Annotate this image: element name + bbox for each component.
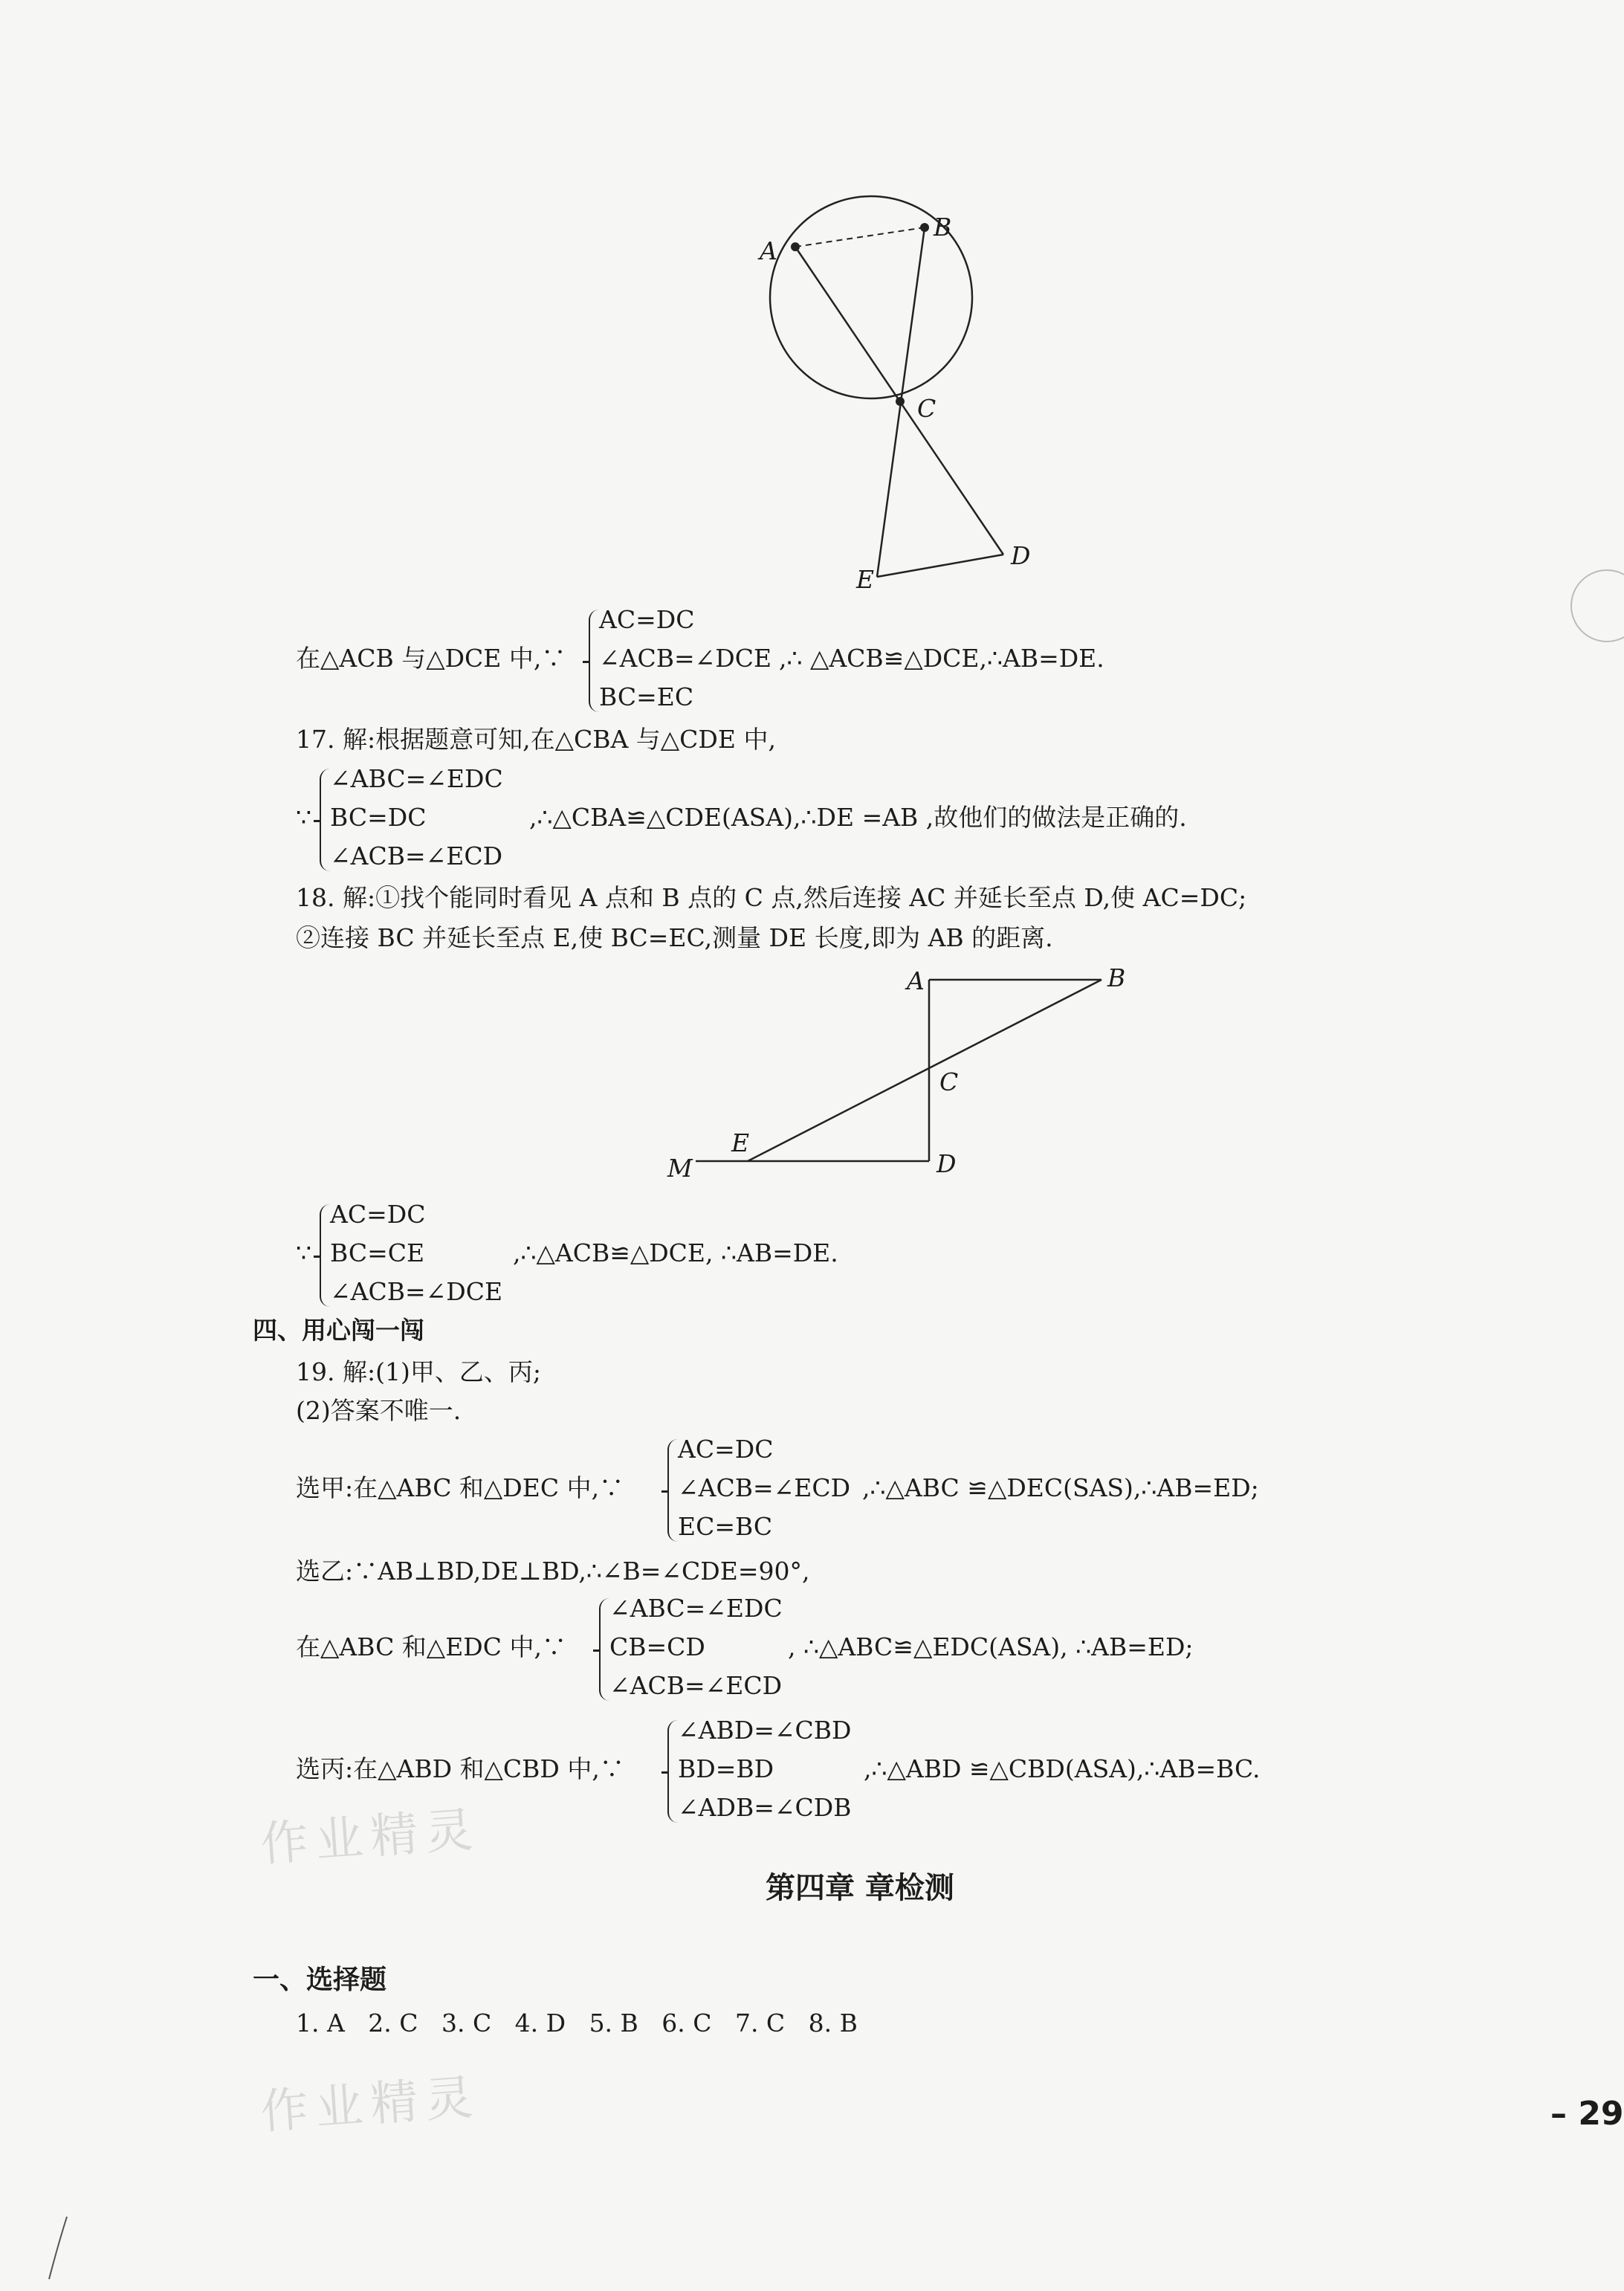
q18-cond-2: BC=CE: [330, 1238, 425, 1267]
q19-bing-cond-2: BD=BD: [678, 1754, 774, 1783]
q19-yi-prefix: 在△ABC 和△EDC 中,∵: [296, 1632, 566, 1661]
block16-cond-3: BC=EC: [599, 682, 694, 711]
q18-line2: ②连接 BC 并延长至点 E,使 BC=EC,测量 DE 长度,即为 AB 的距离.: [296, 923, 1053, 952]
q19-bing-suffix: ,∴△ABD ≌△CBD(ASA),∴AB=BC.: [864, 1754, 1261, 1783]
label-a: A: [760, 236, 777, 265]
q19-jia-prefix: 选甲:在△ABC 和△DEC 中,∵: [296, 1473, 624, 1502]
q18-label-m: M: [667, 1154, 693, 1183]
block16-cond-1: AC=DC: [599, 605, 695, 634]
segment-ab: [795, 227, 925, 247]
block16-prefix: 在△ACB 与△DCE 中,∵: [296, 644, 566, 673]
q19-line2: (2)答案不唯一.: [296, 1396, 462, 1425]
q17-suffix: ,∴△CBA≌△CDE(ASA),∴DE =AB ,故他们的做法是正确的.: [529, 803, 1187, 832]
q19-jia-cond-3: EC=BC: [678, 1512, 773, 1541]
q19-jia-cond-2: ∠ACB=∠ECD: [678, 1473, 851, 1502]
q19-bing-cond-1: ∠ABD=∠CBD: [678, 1716, 852, 1745]
q18-cond-1: AC=DC: [330, 1200, 426, 1229]
point-a: [791, 242, 800, 251]
point-c: [896, 397, 905, 406]
q18-label-c: C: [939, 1067, 959, 1096]
section1-title: 一、选择题: [253, 1965, 387, 1995]
label-d: D: [1011, 541, 1031, 570]
block16-suffix: ,∴ △ACB≌△DCE,∴AB=DE.: [779, 644, 1104, 673]
q17-cond-2: BC=DC: [330, 803, 427, 832]
q19-yi-suffix: , ∴△ABC≌△EDC(ASA), ∴AB=ED;: [788, 1632, 1194, 1661]
figure-circle-diagram: [743, 193, 1055, 595]
q18-label-a: A: [907, 966, 925, 995]
q19-bing-prefix: 选丙:在△ABD 和△CBD 中,∵: [296, 1754, 624, 1783]
page-number: – 29: [1550, 2095, 1624, 2133]
q19-line1: 19. 解:(1)甲、乙、丙;: [296, 1357, 541, 1386]
q18-line1: 18. 解:①找个能同时看见 A 点和 B 点的 C 点,然后连接 AC 并延长至点 D,使 AC=DC;: [296, 883, 1247, 912]
q17-cond-3: ∠ACB=∠ECD: [330, 841, 503, 870]
label-e: E: [856, 565, 875, 594]
edge-stamp: [1568, 565, 1607, 647]
q19-jia-cond-1: AC=DC: [678, 1435, 774, 1464]
q18-cond-3: ∠ACB=∠DCE: [330, 1277, 503, 1306]
label-c: C: [917, 394, 936, 423]
segment-be: [748, 980, 1101, 1161]
q18-suffix: ,∴△ACB≌△DCE, ∴AB=DE.: [513, 1238, 838, 1267]
q17-line1: 17. 解:根据题意可知,在△CBA 与△CDE 中,: [296, 725, 776, 754]
q18-label-e: E: [731, 1128, 750, 1157]
block16-cond-2: ∠ACB=∠DCE: [599, 644, 772, 673]
watermark-2: 作业精灵: [259, 2069, 482, 2141]
section4-title: 四、用心闯一闯: [253, 1316, 424, 1345]
q19-jia-suffix: ,∴△ABC ≌△DEC(SAS),∴AB=ED;: [862, 1473, 1259, 1502]
chapter-title: 第四章 章检测: [766, 1871, 954, 1905]
q17-cond-1: ∠ABC=∠EDC: [330, 764, 503, 793]
section1-answers: 1. A 2. C 3. C 4. D 5. B 6. C 7. C 8. B: [296, 2009, 858, 2038]
pen-stroke: [45, 2215, 74, 2282]
q19-yi-cond-1: ∠ABC=∠EDC: [609, 1594, 783, 1623]
q19-bing-cond-3: ∠ADB=∠CDB: [678, 1793, 852, 1822]
label-b: B: [934, 213, 952, 242]
q19-yi-line: 选乙:∵AB⊥BD,DE⊥BD,∴∠B=∠CDE=90°,: [296, 1557, 810, 1586]
point-b: [920, 223, 929, 232]
q18-label-d: D: [936, 1149, 957, 1178]
q19-yi-cond-3: ∠ACB=∠ECD: [609, 1671, 783, 1700]
segment-ed: [877, 555, 1003, 577]
q17-prefix: ∵: [296, 803, 311, 832]
watermark-1: 作业精灵: [259, 1802, 482, 1873]
q18-label-b: B: [1107, 963, 1126, 992]
q19-yi-cond-2: CB=CD: [609, 1632, 705, 1661]
q18-prefix: ∵: [296, 1238, 311, 1267]
